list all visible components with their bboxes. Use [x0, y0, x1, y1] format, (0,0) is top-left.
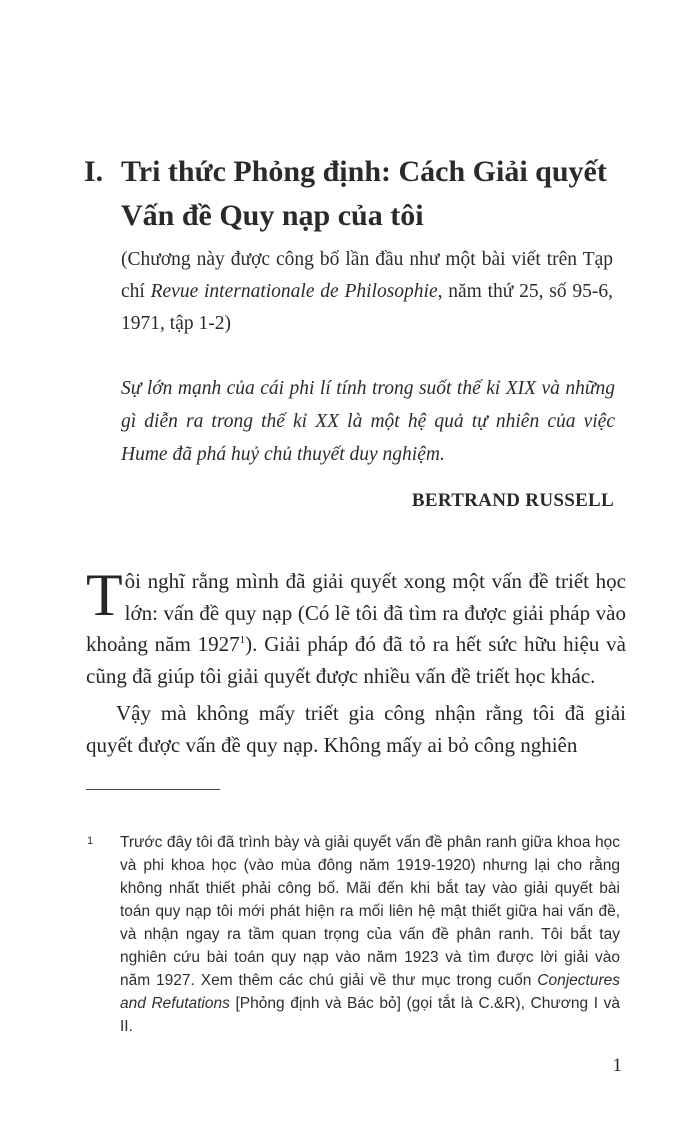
- paragraph-1-text-b: ). Giải pháp đó đã tỏ ra hết sức hữu hiệu và cũng đã giúp tôi giải quyết được nhiều vấn đề triết học khác.: [86, 632, 627, 688]
- publication-note-after: , năm thứ 25, số 95-6, 1971, tập 1-2): [121, 281, 613, 334]
- publication-note: [121, 244, 613, 340]
- chapter-title: Tri thức Phỏng định: Cách Giải quyết Vấn đề Quy nạp của tôi: [121, 155, 607, 232]
- footnote-reference[interactable]: 1: [239, 634, 246, 646]
- publication-note-before: (Chương này được công bố lần đầu như một bài viết trên Tạp chí: [121, 249, 613, 302]
- chapter-number: I.: [84, 155, 104, 188]
- footnote-text-before: Trước đây tôi đã trình bày và giải quyết vấn đề phân ranh giữa khoa học và phi khoa học (vào mùa đông năm 1919-1920) nhưng lại cho rằng không nhất thiết phải công bố. Mãi đến khi bắt tay vào giải quyết bài toán quy nạp tôi mới phát hiện ra mối liên hệ mật thiết giữa hai vấn đề, và nhận ngay ra tầm quan trọng của vấn đề phân ranh. Tôi bắt tay nghiên cứu bài toán quy nạp vào năm 1923 và tìm được lời giải vào năm 1927. Xem thêm các chú giải về thư mục trong cuốn: [120, 834, 620, 989]
- footnote-divider: [86, 789, 220, 790]
- drop-cap: T: [86, 562, 123, 628]
- footnote-marker: 1: [87, 835, 94, 847]
- page-number: 1: [612, 1055, 622, 1076]
- journal-name: Revue internationale de Philosophie: [150, 281, 438, 302]
- paragraph-2: Vậy mà không mấy triết gia công nhận rằng tôi đã giải quyết được vấn đề quy nạp. Không mấy ai bỏ công nghiên: [86, 701, 626, 757]
- paragraph-1-text-a: ôi nghĩ rằng mình đã giải quyết xong một vấn đề triết học lớn: vấn đề quy nạp (Có lẽ tôi đã tìm ra được giải pháp vào khoảng năm 1927: [86, 569, 626, 656]
- body-text: [86, 562, 627, 761]
- epigraph-author: BERTRAND RUSSELL: [411, 490, 614, 511]
- epigraph-quote: Sự lớn mạnh của cái phi lí tính trong suốt thế kỉ XIX và những gì diễn ra trong thế kỉ XX là một hệ quả tự nhiên của việc Hume đã phá huỷ chủ thuyết duy nghiệm.: [121, 378, 615, 465]
- footnote-book-title: Conjectures and Refutations: [120, 972, 620, 1012]
- footnote-text: [120, 831, 620, 1038]
- paragraph-1: [86, 562, 627, 692]
- footnote-text-after: [Phỏng định và Bác bỏ] (gọi tắt là C.&R), Chương I và II.: [120, 995, 620, 1035]
